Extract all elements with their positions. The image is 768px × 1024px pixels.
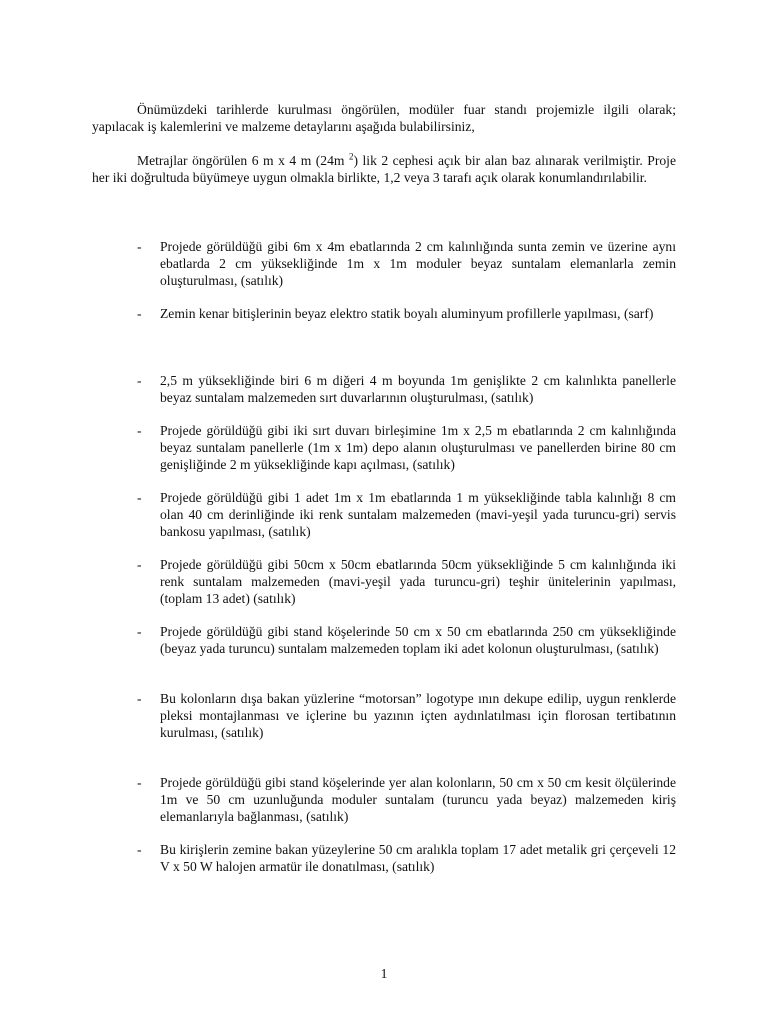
intro-text-2a: Metrajlar öngörülen 6 m x 4 m (24m [137, 153, 349, 168]
list-item-text: Projede görüldüğü gibi 50cm x 50cm ebatlarında 50cm yüksekliğinde 5 cm kalınlığında iki renk suntalam malzemeden (mavi-yeşil yada turuncu-gri) teşhir ünitelerinin yapılması, (toplam 13 adet) (satılık) [160, 557, 676, 606]
list-item-text: 2,5 m yüksekliğinde biri 6 m diğeri 4 m boyunda 1m genişlikte 2 cm kalınlıkta panellerle beyaz suntalam malzemeden sırt duvarlarının oluşturulması, (satılık) [160, 373, 676, 405]
list-bullet: - [137, 691, 142, 706]
list-item-text: Bu kirişlerin zemine bakan yüzeylerine 50 cm aralıkla toplam 17 adet metalik gri çerçeveli 12 V x 50 W halojen armatür ile donatılması, (satılık) [160, 842, 676, 874]
intro-paragraph-2 [92, 152, 676, 186]
list-bullet: - [137, 557, 142, 572]
intro-text-1: Önümüzdeki tarihlerde kurulması öngörülen, modüler fuar standı projemizle ilgili olarak; yapılacak iş kalemlerini ve malzeme detaylarını aşağıda bulabilirsiniz, [92, 102, 676, 134]
list-item-text: Projede görüldüğü gibi 6m x 4m ebatlarında 2 cm kalınlığında sunta zemin ve üzerine aynı ebatlarda 2 cm yüksekliğinde 1m x 1m moduler beyaz suntalam elemanlarla zemin oluşturulması, (satılık) [160, 239, 676, 288]
list-item-text: Bu kolonların dışa bakan yüzlerine “motorsan” logotype ının dekupe edilip, uygun renklerde pleksi montajlanması ve içlerine bu yazının içten aydınlatılması için florosan tertibatının kurulması, (satılık) [160, 691, 676, 740]
list-bullet: - [137, 306, 142, 321]
list-item-text: Zemin kenar bitişlerinin beyaz elektro statik boyalı aluminyum profillerle yapılması, (sarf) [160, 306, 654, 321]
superscript-two: 2 [348, 151, 354, 162]
list-item-text: Projede görüldüğü gibi stand köşelerinde 50 cm x 50 cm ebatlarında 250 cm yüksekliğinde (beyaz yada turuncu) suntalam malzemeden toplam iki adet kolonun oluşturulması, (satılık) [160, 624, 676, 656]
intro-text-2b: ) lik 2 cephesi açık bir alan baz alınarak verilmiştir. Proje her iki doğrultuda büyümeye uygun olmakla birlikte, 1,2 veya 3 tarafı açık olarak konumlandırılabilir. [92, 153, 676, 185]
list-item-text: Projede görüldüğü gibi iki sırt duvarı birleşimine 1m x 2,5 m ebatlarında 2 cm kalınlığında beyaz suntalam panellerle (1m x 1m) depo alanın oluşturulması ve panellerden birine 80 cm genişliğinde 2 m yüksekliğinde kapı açılması, (satılık) [160, 423, 676, 472]
list-bullet: - [137, 423, 142, 438]
page-number: 1 [380, 966, 388, 981]
list-item-text: Projede görüldüğü gibi stand köşelerinde yer alan kolonların, 50 cm x 50 cm kesit ölçülerinde 1m ve 50 cm uzunluğunda moduler suntalam (turuncu yada beyaz) malzemeden kiriş elemanlarıyla bağlanması, (satılık) [160, 775, 676, 824]
list-bullet: - [137, 239, 142, 254]
list-bullet: - [137, 490, 142, 505]
intro-paragraph-1 [92, 101, 676, 135]
list-bullet: - [137, 775, 142, 790]
list-bullet: - [137, 624, 142, 639]
list-item-text: Projede görüldüğü gibi 1 adet 1m x 1m ebatlarında 1 m yüksekliğinde tabla kalınlığı 8 cm olan 40 cm derinliğinde iki renk suntalam malzemeden (mavi-yeşil yada turuncu-gri) servis bankosu yapılması, (satılık) [160, 490, 676, 539]
list-bullet: - [137, 373, 142, 388]
list-bullet: - [137, 842, 142, 857]
